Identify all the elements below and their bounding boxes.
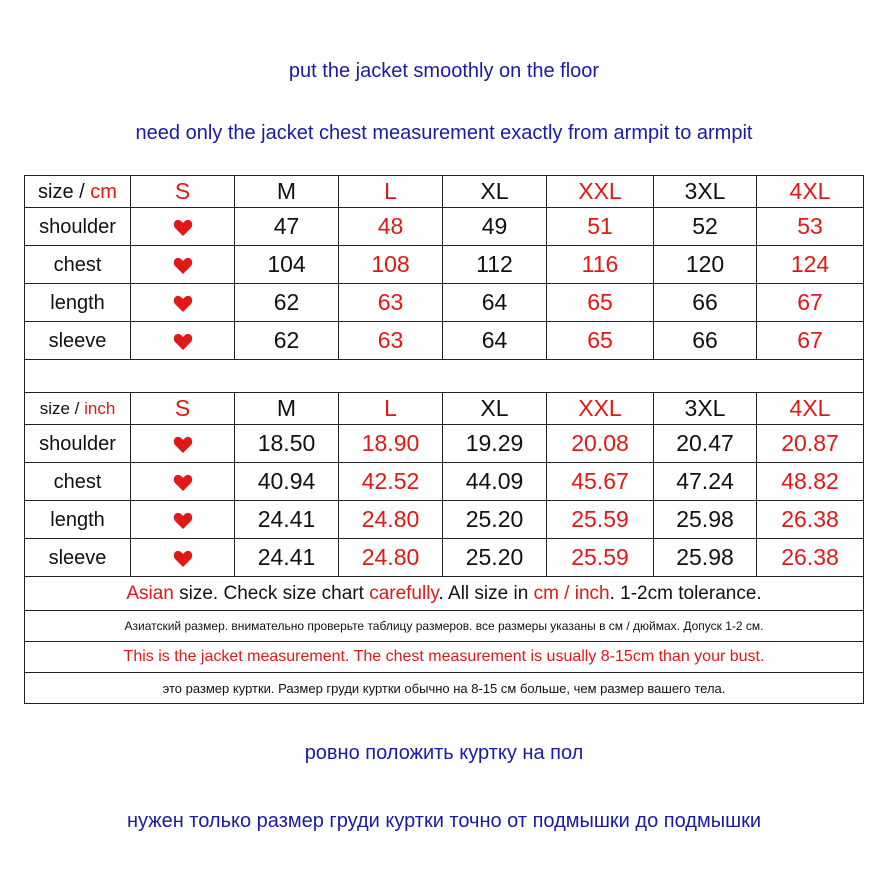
inch-size-label: size / inch (25, 393, 131, 425)
instruction-chest-measure-ru: нужен только размер груди куртки точно от подмышки до подмышки (126, 810, 762, 832)
size-header: XXL (547, 176, 654, 208)
size-header: 3XL (654, 176, 757, 208)
cell-value: 64 (443, 322, 547, 360)
note-jacket-measurement-ru: это размер куртки. Размер груди куртки обычно на 8-15 см больше, чем размер вашего тела. (25, 673, 864, 704)
size-header: XXL (547, 393, 654, 425)
size-header: 4XL (757, 393, 864, 425)
size-header: 3XL (654, 393, 757, 425)
note-row (25, 611, 864, 642)
cell-value: 25.59 (547, 501, 654, 539)
cell-value: 20.08 (547, 425, 654, 463)
note-asian-size-ru: Азиатский размер. внимательно проверьте таблицу размеров. все размеры указаны в см / дюймах. Допуск 1-2 см. (25, 611, 864, 642)
cell-value: 49 (443, 208, 547, 246)
cell-value: 25.98 (654, 539, 757, 577)
cell-value: 26.38 (757, 539, 864, 577)
cell-value: 48.82 (757, 463, 864, 501)
cell-value: 120 (654, 246, 757, 284)
cell-value: 24.41 (235, 501, 339, 539)
cell-value: 42.52 (339, 463, 443, 501)
cell-value: 124 (757, 246, 864, 284)
row-label: sleeve (25, 322, 131, 360)
note-jacket-measurement: This is the jacket measurement. The chest measurement is usually 8-15cm than your bust. (25, 642, 864, 673)
cell-value: 25.20 (443, 539, 547, 577)
cell-value: 66 (654, 322, 757, 360)
cm-size-label: size / cm (25, 176, 131, 208)
heart-icon (131, 501, 235, 539)
cell-value: 65 (547, 322, 654, 360)
size-header: S (131, 393, 235, 425)
table-row (25, 208, 864, 246)
cell-value: 67 (757, 322, 864, 360)
table-row (25, 501, 864, 539)
size-header: XL (443, 393, 547, 425)
cell-value: 45.67 (547, 463, 654, 501)
cell-value: 52 (654, 208, 757, 246)
cell-value: 44.09 (443, 463, 547, 501)
heart-icon (131, 322, 235, 360)
size-header: S (131, 176, 235, 208)
cell-value: 40.94 (235, 463, 339, 501)
row-label: shoulder (25, 425, 131, 463)
row-label: length (25, 501, 131, 539)
cell-value: 64 (443, 284, 547, 322)
heart-icon (131, 425, 235, 463)
table-row (25, 425, 864, 463)
cell-value: 25.98 (654, 501, 757, 539)
cell-value: 47.24 (654, 463, 757, 501)
heart-icon (131, 463, 235, 501)
note-row (25, 642, 864, 673)
cell-value: 62 (235, 322, 339, 360)
table-spacer-row (25, 360, 864, 393)
cell-value: 25.59 (547, 539, 654, 577)
table-row (25, 322, 864, 360)
cell-value: 18.90 (339, 425, 443, 463)
cell-value: 20.47 (654, 425, 757, 463)
row-label: shoulder (25, 208, 131, 246)
size-header: 4XL (757, 176, 864, 208)
cell-value: 104 (235, 246, 339, 284)
cell-value: 116 (547, 246, 654, 284)
instruction-chest-measure: need only the jacket chest measurement exactly from armpit to armpit (135, 122, 753, 144)
cell-value: 65 (547, 284, 654, 322)
row-label: length (25, 284, 131, 322)
cell-value: 24.80 (339, 539, 443, 577)
cell-value: 62 (235, 284, 339, 322)
cell-value: 18.50 (235, 425, 339, 463)
size-header: L (339, 176, 443, 208)
table-row (25, 463, 864, 501)
size-header: M (235, 176, 339, 208)
table-row (25, 284, 864, 322)
cm-header-row (25, 176, 864, 208)
size-chart-table (24, 175, 864, 704)
cell-value: 53 (757, 208, 864, 246)
table-row (25, 246, 864, 284)
instruction-lay-flat: put the jacket smoothly on the floor (288, 60, 600, 82)
heart-icon (131, 208, 235, 246)
cell-value: 48 (339, 208, 443, 246)
cell-value: 24.41 (235, 539, 339, 577)
cell-value: 108 (339, 246, 443, 284)
instruction-lay-flat-ru: ровно положить куртку на пол (304, 742, 584, 764)
row-label: sleeve (25, 539, 131, 577)
cell-value: 20.87 (757, 425, 864, 463)
cell-value: 26.38 (757, 501, 864, 539)
cell-value: 51 (547, 208, 654, 246)
note-row (25, 577, 864, 611)
row-label: chest (25, 246, 131, 284)
size-header: M (235, 393, 339, 425)
note-asian-size: Asian size. Check size chart carefully. All size in cm / inch. 1-2cm tolerance. (25, 577, 864, 611)
size-header: XL (443, 176, 547, 208)
row-label: chest (25, 463, 131, 501)
cell-value: 25.20 (443, 501, 547, 539)
heart-icon (131, 246, 235, 284)
cell-value: 67 (757, 284, 864, 322)
cell-value: 63 (339, 322, 443, 360)
cell-value: 47 (235, 208, 339, 246)
cell-value: 66 (654, 284, 757, 322)
heart-icon (131, 539, 235, 577)
cell-value: 19.29 (443, 425, 547, 463)
size-header: L (339, 393, 443, 425)
cell-value: 63 (339, 284, 443, 322)
cell-value: 24.80 (339, 501, 443, 539)
cell-value: 112 (443, 246, 547, 284)
heart-icon (131, 284, 235, 322)
note-row (25, 673, 864, 704)
inch-header-row (25, 393, 864, 425)
table-row (25, 539, 864, 577)
spacer-cell (25, 360, 864, 393)
